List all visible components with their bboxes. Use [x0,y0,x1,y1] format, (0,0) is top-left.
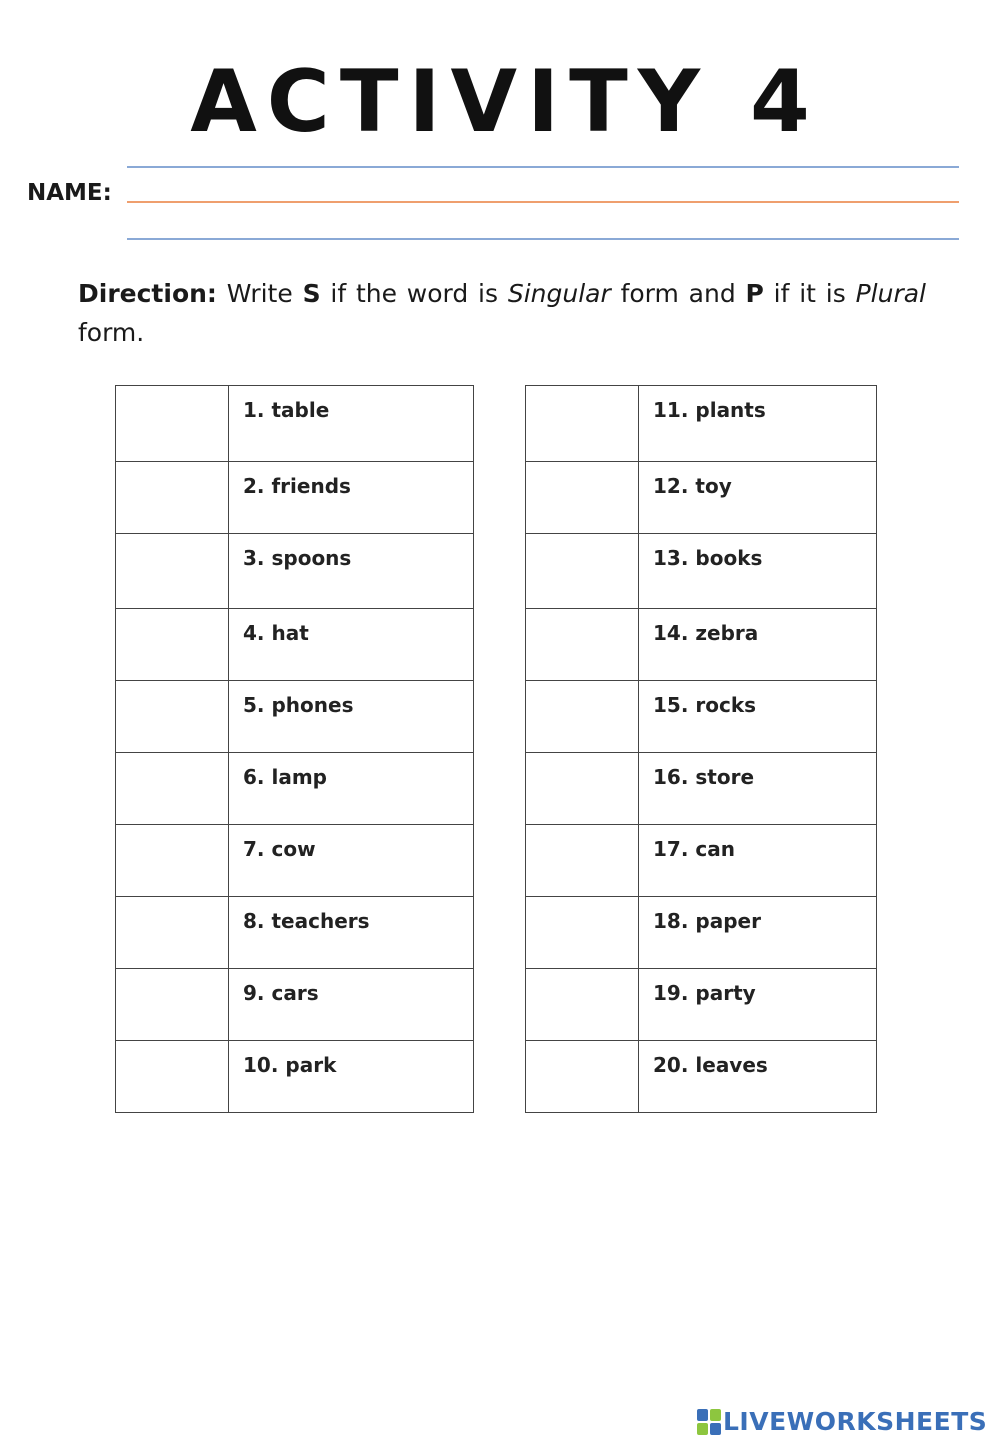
table-row [116,462,474,534]
table-row [116,681,474,753]
table-row [526,1041,877,1113]
answer-cell[interactable] [116,753,229,825]
direction-text: Direction: Write S if the word is Singular form and P if it is Plural form. [78,279,926,347]
liveworksheets-logo [697,1407,987,1436]
table-row [116,534,474,609]
answer-cell[interactable] [116,681,229,753]
answer-cell[interactable] [526,681,639,753]
answer-cell[interactable] [116,1041,229,1113]
table-row [526,969,877,1041]
answer-cell[interactable] [526,609,639,681]
word-cell: 14. zebra [639,609,877,681]
word-cell: 3. spoons [229,534,474,609]
word-cell: 1. table [229,386,474,462]
answer-cell[interactable] [526,534,639,609]
table-row [526,753,877,825]
word-cell: 4. hat [229,609,474,681]
table-row [116,825,474,897]
word-cell: 10. park [229,1041,474,1113]
name-label: NAME: [27,180,112,206]
word-cell: 12. toy [639,462,877,534]
word-cell: 6. lamp [229,753,474,825]
table-row [116,897,474,969]
liveworksheets-logo-icon [697,1409,721,1435]
word-table-right [525,385,877,1113]
table-row [116,609,474,681]
table-row [116,386,474,462]
word-cell: 7. cow [229,825,474,897]
word-table-left [115,385,474,1113]
answer-cell[interactable] [116,609,229,681]
name-line-bottom [127,238,959,240]
table-row [526,386,877,462]
answer-cell[interactable] [526,386,639,462]
table-row [116,753,474,825]
word-cell: 20. leaves [639,1041,877,1113]
answer-cell[interactable] [526,1041,639,1113]
answer-cell[interactable] [116,969,229,1041]
answer-cell[interactable] [526,462,639,534]
word-cell: 2. friends [229,462,474,534]
table-row [526,534,877,609]
answer-cell[interactable] [526,969,639,1041]
answer-cell[interactable] [116,897,229,969]
answer-cell[interactable] [526,897,639,969]
answer-cell[interactable] [526,753,639,825]
word-cell: 17. can [639,825,877,897]
word-cell: 9. cars [229,969,474,1041]
word-cell: 13. books [639,534,877,609]
table-row [526,897,877,969]
word-cell: 5. phones [229,681,474,753]
page-title: ACTIVITY 4 [190,52,820,152]
name-line-top [127,166,959,168]
answer-cell[interactable] [116,386,229,462]
name-line-middle[interactable] [127,201,959,203]
word-cell: 11. plants [639,386,877,462]
answer-cell[interactable] [116,534,229,609]
table-row [526,825,877,897]
table-row [526,681,877,753]
word-cell: 18. paper [639,897,877,969]
table-row [526,609,877,681]
answer-cell[interactable] [116,462,229,534]
table-row [116,969,474,1041]
table-row [116,1041,474,1113]
liveworksheets-logo-text: LIVEWORKSHEETS [723,1407,988,1436]
word-cell: 16. store [639,753,877,825]
word-cell: 19. party [639,969,877,1041]
table-row [526,462,877,534]
answer-cell[interactable] [526,825,639,897]
word-cell: 15. rocks [639,681,877,753]
answer-cell[interactable] [116,825,229,897]
word-cell: 8. teachers [229,897,474,969]
